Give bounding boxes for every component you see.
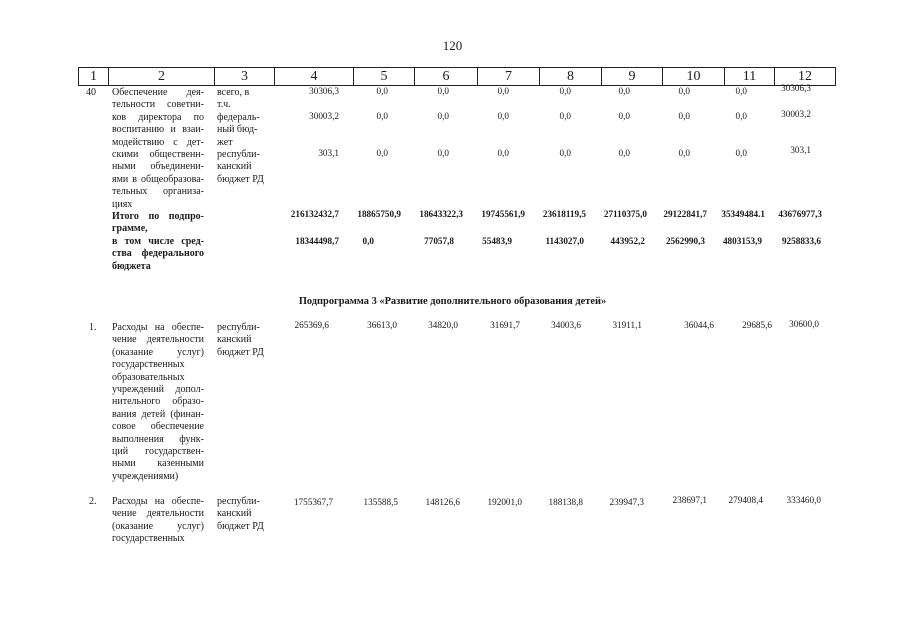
header-col-5: 5: [353, 68, 414, 85]
header-col-12: 12: [774, 68, 835, 85]
header-col-6: 6: [414, 68, 477, 85]
page-number: 120: [442, 38, 463, 53]
row-1-number: 1.: [89, 322, 97, 333]
header-col-9: 9: [601, 68, 662, 85]
header-col-7: 7: [477, 68, 539, 85]
header-col-10: 10: [662, 68, 724, 85]
header-col-4: 4: [274, 68, 353, 85]
header-col-11: 11: [724, 68, 774, 85]
row-40-number: 40: [86, 87, 96, 98]
header-col-1: 1: [90, 69, 97, 84]
header-col-3: 3: [214, 68, 274, 85]
header-col-8: 8: [539, 68, 601, 85]
table-header-row: [78, 67, 836, 86]
subprogram-title: Подпрограмма 3 «Развитие дополнительного образования детей»: [298, 296, 607, 307]
row-2-number: 2.: [89, 496, 97, 507]
header-col-2: 2: [108, 68, 214, 85]
